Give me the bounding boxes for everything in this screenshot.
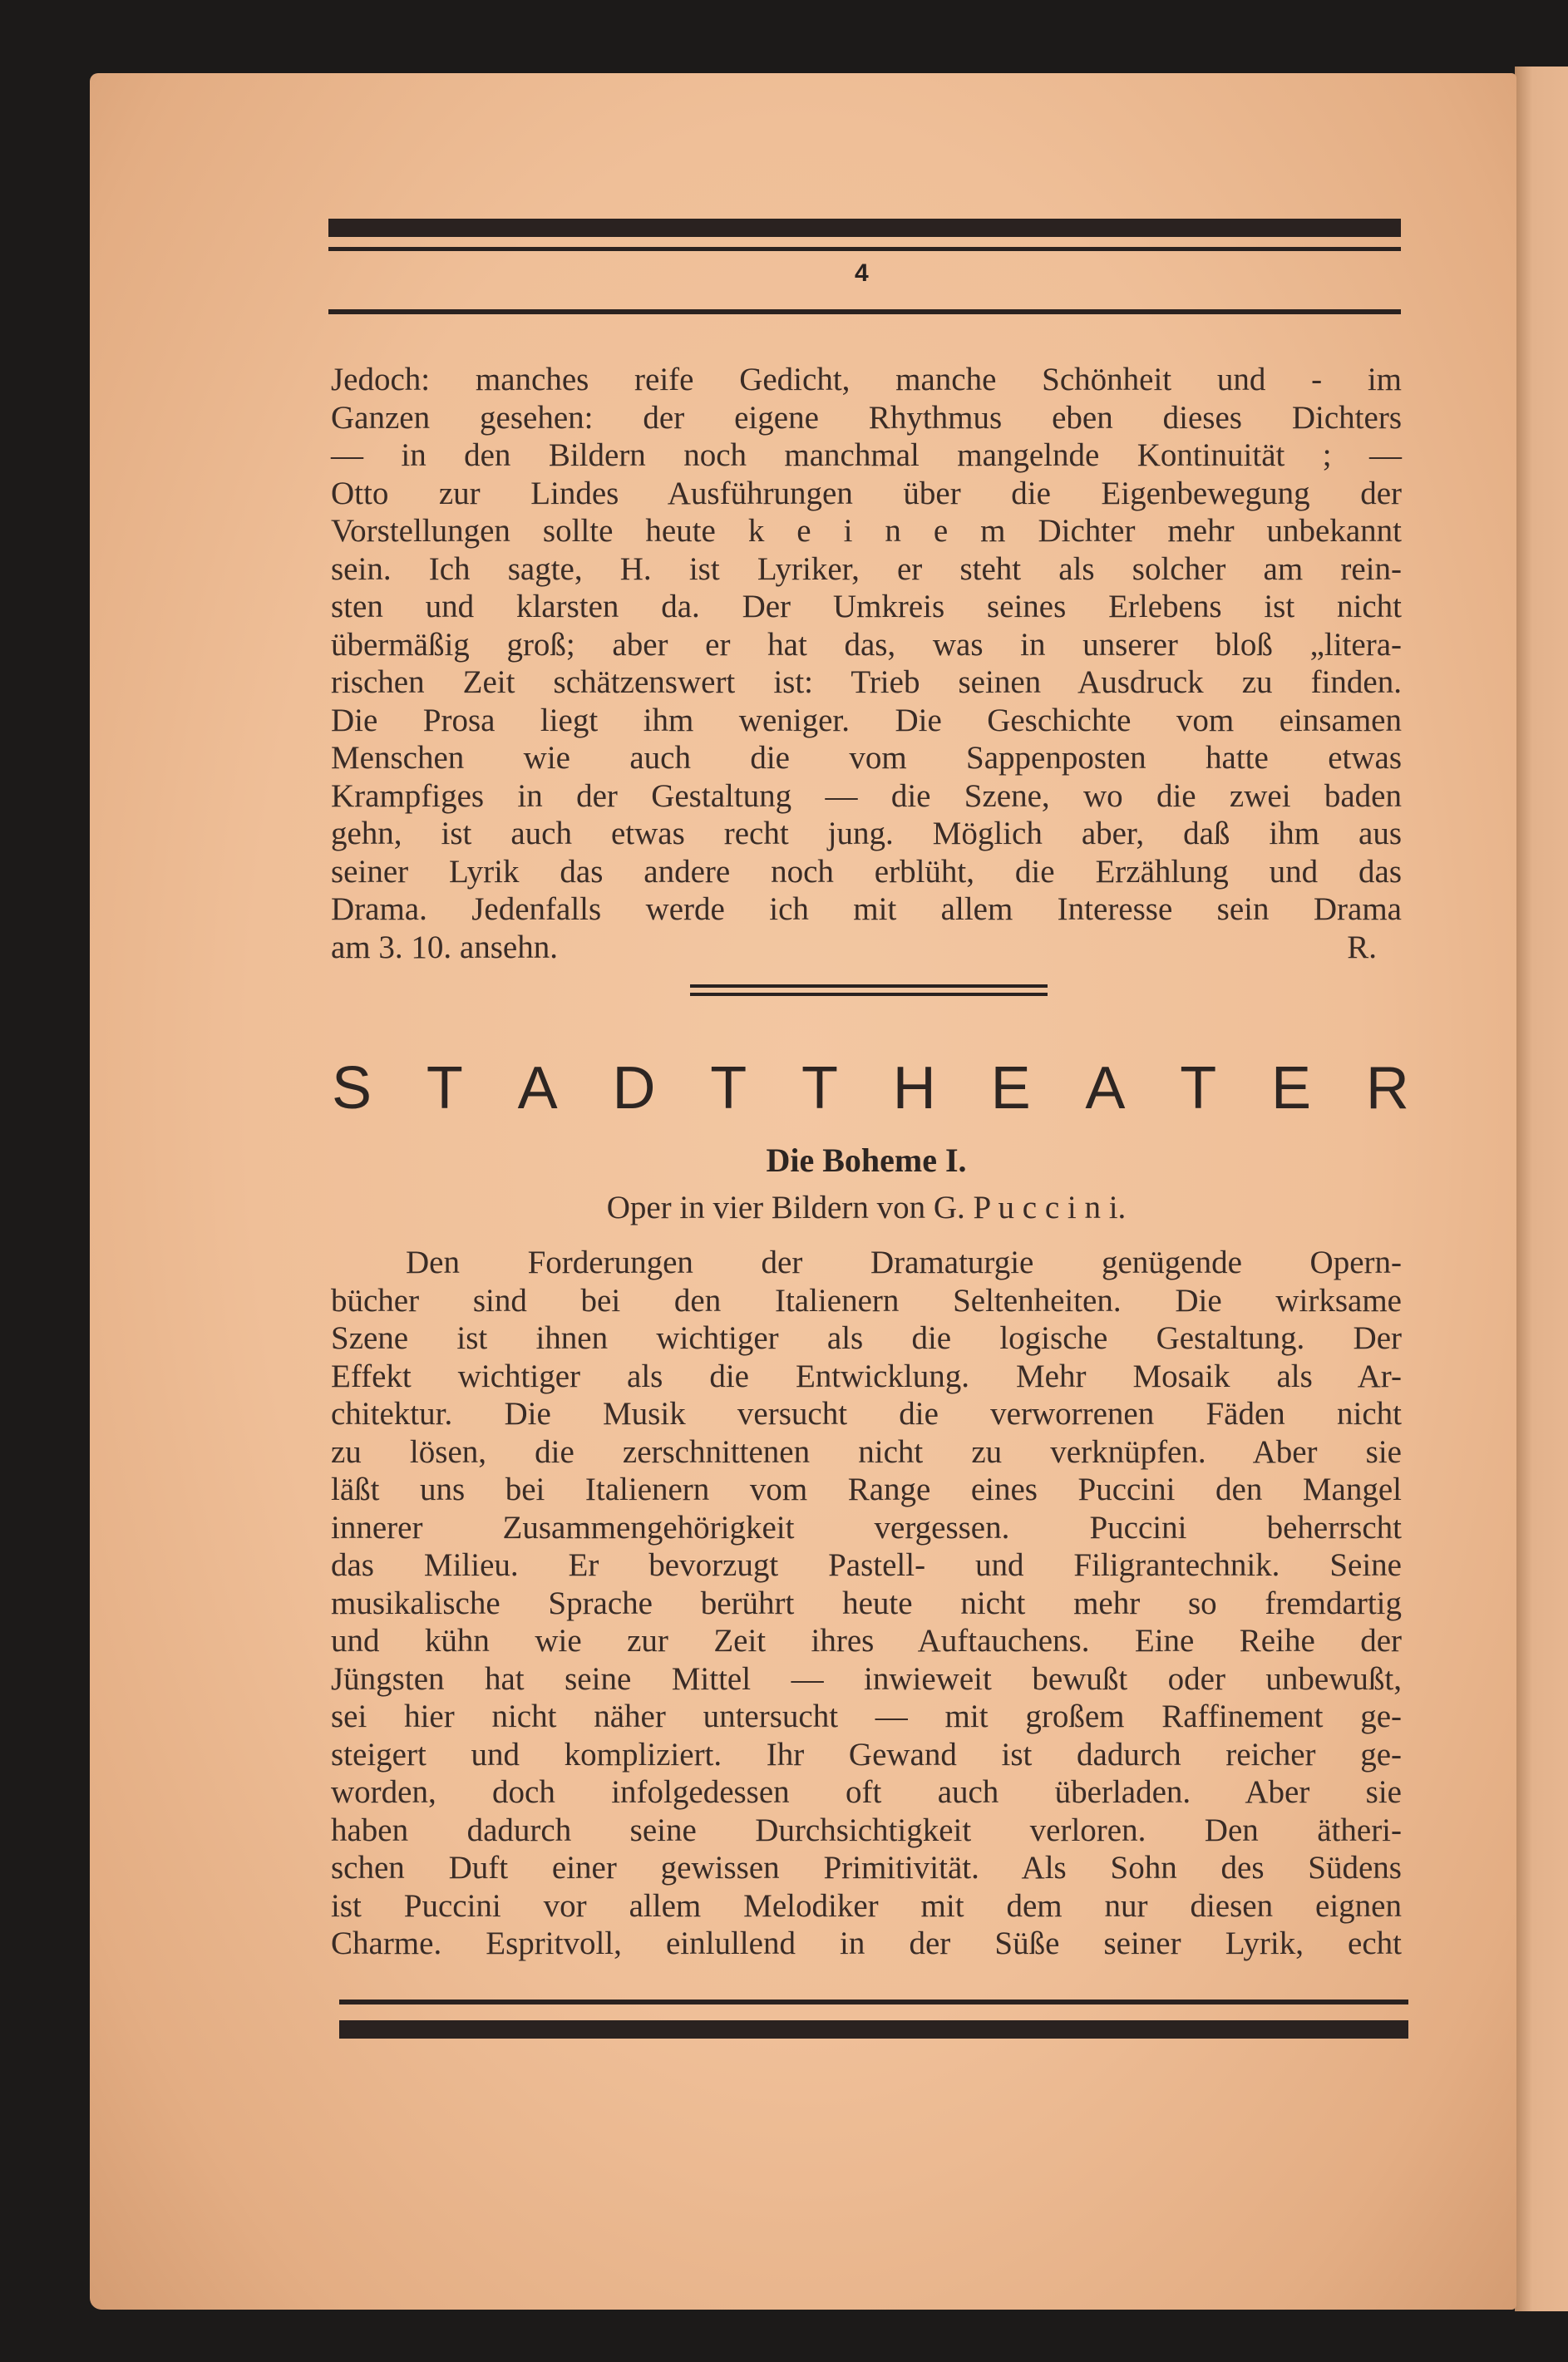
section-heading bbox=[332, 1054, 1409, 1122]
text-line: Krampfiges in der Gestaltung — die Szene, wo die zwei baden bbox=[331, 777, 1402, 814]
text-line: Effekt wichtiger als die Entwicklung. Mehr Mosaik als Ar- bbox=[331, 1358, 1402, 1394]
author-signature: R. bbox=[1347, 929, 1377, 965]
header-thick-rule bbox=[328, 219, 1401, 237]
text-line: sei hier nicht näher untersucht — mit großem Raffinement ge- bbox=[331, 1699, 1402, 1734]
text-line: Den Forderungen der Dramaturgie genügende Opern- bbox=[406, 1245, 1402, 1280]
heading-letter: R bbox=[1365, 1055, 1409, 1122]
text-line: haben dadurch seine Durchsichtigkeit verloren. Den ätheri- bbox=[331, 1812, 1402, 1848]
text-line: Die Prosa liegt ihm weniger. Die Geschichte vom einsamen bbox=[331, 702, 1402, 738]
text-line: sten und klarsten da. Der Umkreis seines Erlebens ist nicht bbox=[331, 589, 1402, 624]
footer-thin-rule bbox=[339, 2000, 1408, 2004]
heading-letter: A bbox=[517, 1055, 558, 1122]
text-line: seiner Lyrik das andere noch erblüht, die Erzählung und das bbox=[331, 853, 1402, 890]
text-line: — in den Bildern noch manchmal mangelnde Kontinuität ; — bbox=[331, 437, 1402, 473]
text-line: Vorstellungen sollte heute k e i n e m Dichter mehr unbekannt bbox=[331, 513, 1402, 549]
text-line: chitektur. Die Musik versucht die verworrenen Fäden nicht bbox=[331, 1396, 1402, 1432]
text-line: Szene ist ihnen wichtiger als die logische Gestaltung. Der bbox=[331, 1320, 1402, 1356]
text-line: Jedoch: manches reife Gedicht, manche Schönheit und - im bbox=[331, 362, 1402, 397]
header-bottom-rule bbox=[328, 309, 1401, 314]
text-line: Jüngsten hat seine Mittel — inwieweit bewußt oder unbewußt, bbox=[331, 1660, 1402, 1697]
text-line: worden, doch infolgedessen oft auch überladen. Aber sie bbox=[331, 1774, 1402, 1810]
text-line: Menschen wie auch die vom Sappenposten hatte etwas bbox=[331, 740, 1402, 776]
text-line: Charme. Espritvoll, einlullend in der Süße seiner Lyrik, echt bbox=[331, 1926, 1402, 1961]
adjacent-page-edge bbox=[1515, 67, 1568, 2311]
text-line: schen Duft einer gewissen Primitivität. Als Sohn des Südens bbox=[331, 1850, 1402, 1886]
heading-letter: E bbox=[1271, 1055, 1312, 1122]
heading-letter: T bbox=[801, 1055, 838, 1122]
text-line: das Milieu. Er bevorzugt Pastell- und Filigrantechnik. Seine bbox=[331, 1547, 1402, 1583]
heading-letter: E bbox=[990, 1055, 1031, 1122]
text-line: gehn, ist auch etwas recht jung. Möglich aber, daß ihm aus bbox=[331, 816, 1402, 851]
heading-letter: T bbox=[426, 1055, 463, 1122]
heading-letter: T bbox=[1180, 1055, 1217, 1122]
text-line-last bbox=[331, 929, 1402, 967]
footer-thick-rule bbox=[339, 2020, 1408, 2039]
heading-letter: A bbox=[1085, 1055, 1126, 1122]
text-line: musikalische Sprache berührt heute nicht mehr so fremdartig bbox=[331, 1585, 1402, 1621]
text-line: ist Puccini vor allem Melodiker mit dem nur diesen eignen bbox=[331, 1887, 1402, 1924]
text-line: innerer Zusammengehörigkeit vergessen. Puccini beherrscht bbox=[331, 1509, 1402, 1546]
text-line: Otto zur Lindes Ausführungen über die Eigenbewegung der bbox=[331, 475, 1402, 511]
text-line: Drama. Jedenfalls werde ich mit allem Interesse sein Drama bbox=[331, 891, 1402, 927]
heading-letter: S bbox=[332, 1055, 372, 1122]
header-thin-rule bbox=[328, 247, 1401, 251]
text-line: am 3. 10. ansehn. bbox=[331, 929, 558, 965]
section-divider-top bbox=[690, 984, 1048, 988]
text-line: und kühn wie zur Zeit ihres Auftauchens. Eine Reihe der bbox=[331, 1623, 1402, 1659]
page-number: 4 bbox=[855, 259, 869, 287]
section-divider-bottom bbox=[690, 993, 1048, 996]
text-line: steigert und kompliziert. Ihr Gewand ist dadurch reicher ge- bbox=[331, 1736, 1402, 1773]
heading-letter: H bbox=[892, 1055, 936, 1122]
article-title: Die Boheme I. bbox=[766, 1142, 967, 1179]
text-line: sein. Ich sagte, H. ist Lyriker, er steht als solcher am rein- bbox=[331, 550, 1402, 587]
article-subtitle: Oper in vier Bildern von G. P u c c i n i. bbox=[606, 1190, 1127, 1225]
text-line: rischen Zeit schätzenswert ist: Trieb seinen Ausdruck zu finden. bbox=[331, 664, 1402, 700]
heading-letter: T bbox=[710, 1055, 747, 1122]
text-line: bücher sind bei den Italienern Seltenheiten. Die wirksame bbox=[331, 1282, 1402, 1319]
text-line: Ganzen gesehen: der eigene Rhythmus eben dieses Dichters bbox=[331, 399, 1402, 436]
text-line: läßt uns bei Italienern vom Range eines Puccini den Mangel bbox=[331, 1472, 1402, 1507]
heading-letter: D bbox=[612, 1055, 656, 1122]
article-text bbox=[331, 1244, 1402, 1963]
text-line: zu lösen, die zerschnittenen nicht zu verknüpfen. Aber sie bbox=[331, 1433, 1402, 1470]
review-text bbox=[331, 361, 1402, 966]
text-line: übermäßig groß; aber er hat das, was in unserer bloß „litera- bbox=[331, 626, 1402, 663]
